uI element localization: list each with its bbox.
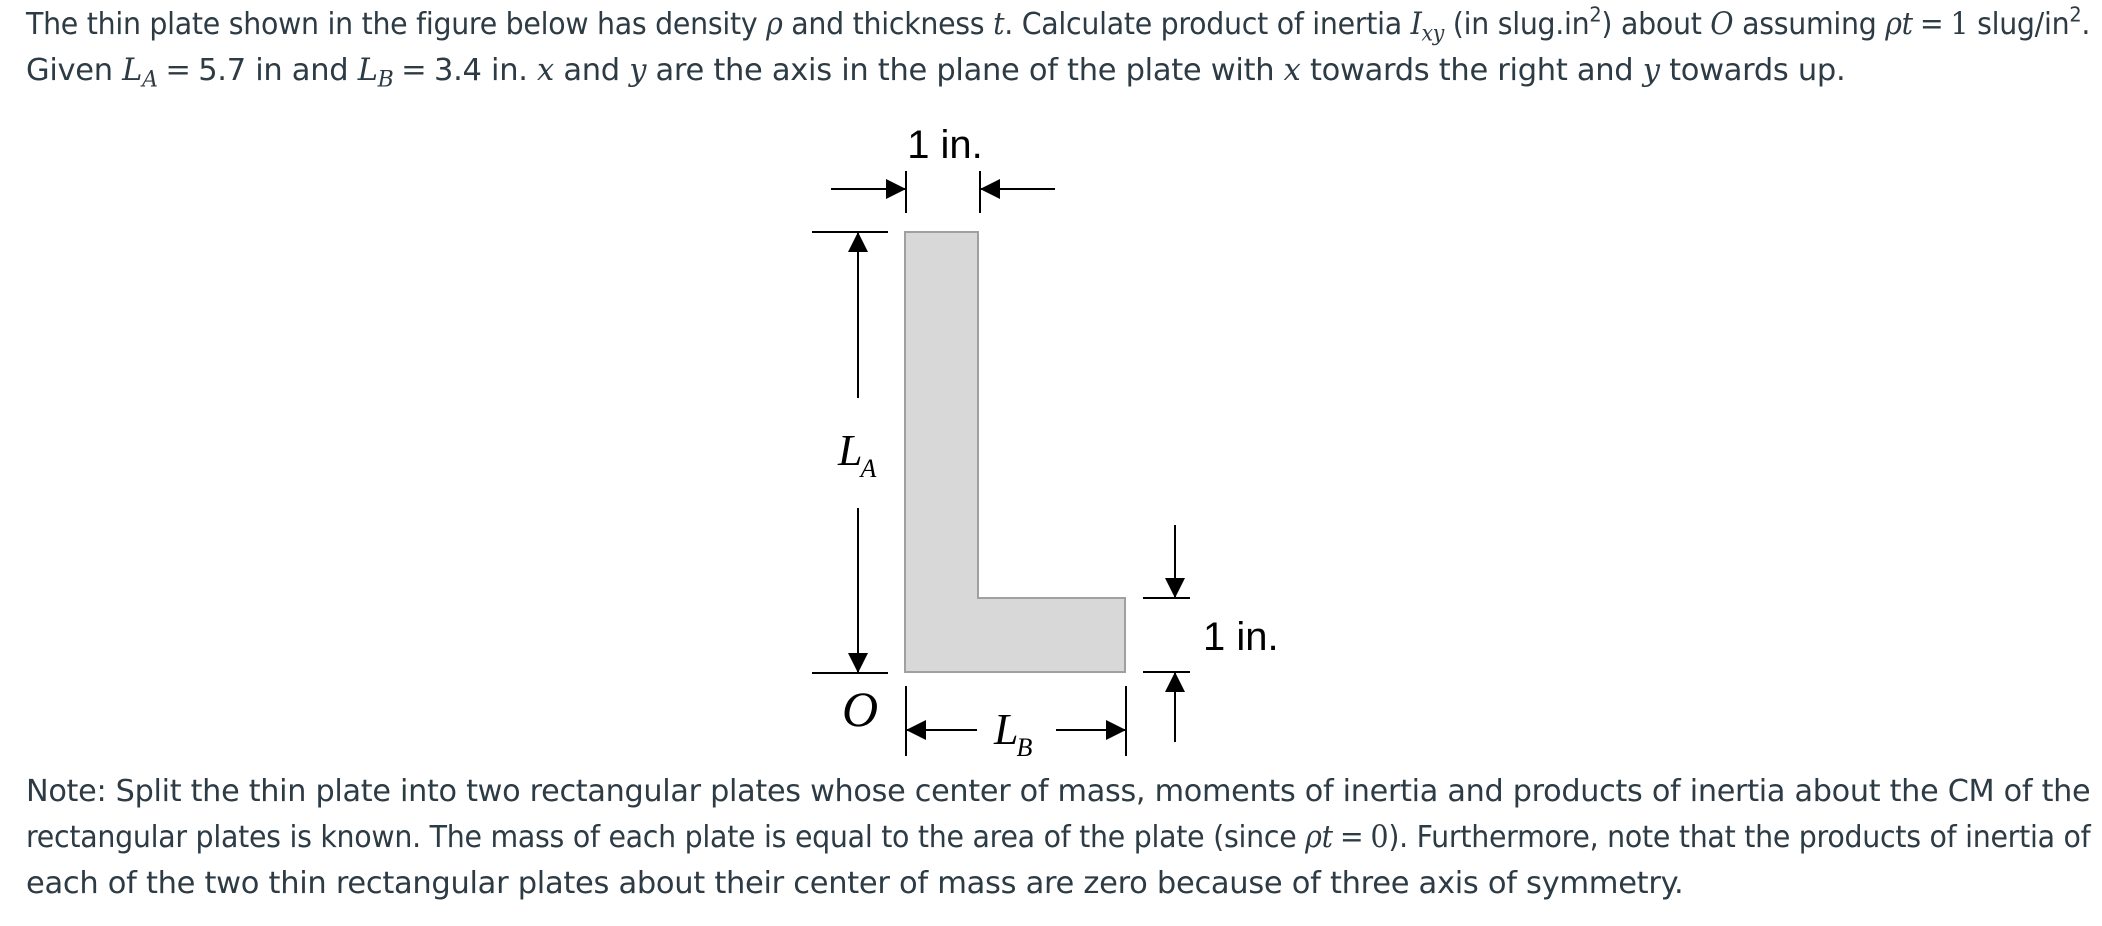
rho-symbol: ρ xyxy=(766,7,783,42)
note-line-2 xyxy=(26,814,2090,861)
equals-sign: = xyxy=(401,53,427,88)
xy-subscript: xy xyxy=(1421,21,1445,47)
l-symbol: L xyxy=(357,53,378,88)
note-text: ). Furthermore, note that the products of inertia of xyxy=(1388,820,2091,855)
note-text: each of the two thin rectangular plates about their center of mass are zero because of three axis of symmetry. xyxy=(26,866,1684,901)
question-text: towards the right and xyxy=(1300,53,1643,88)
side-dimension xyxy=(1143,525,1279,742)
question-text: towards up. xyxy=(1659,53,1846,88)
i-symbol: I xyxy=(1410,7,1422,42)
question-text: slug/in xyxy=(1968,7,2070,42)
rho-t-symbol: ρt xyxy=(1885,7,1913,42)
question-text: (in slug.in xyxy=(1444,7,1590,42)
zero-value: 0 xyxy=(1370,820,1389,855)
question-text: . Calculate product of inertia xyxy=(1004,7,1411,42)
side-dimension-label: 1 in. xyxy=(1203,615,1279,659)
note-line-3 xyxy=(26,860,1683,907)
x-symbol: x xyxy=(537,53,554,88)
lb-subscript: B xyxy=(1016,733,1033,762)
t-symbol: t xyxy=(993,7,1005,42)
y-symbol: y xyxy=(629,53,647,88)
one-value: 1 xyxy=(1950,7,1969,42)
equals-sign: = xyxy=(1339,820,1364,855)
question-text: and xyxy=(553,53,630,88)
o-symbol: O xyxy=(1710,7,1734,42)
la-label xyxy=(837,426,876,483)
lb-label xyxy=(993,705,1032,762)
x-symbol: x xyxy=(1283,53,1301,88)
lb-dimension xyxy=(906,686,1126,762)
question-text: and thickness xyxy=(782,7,994,42)
l-plate xyxy=(905,232,1125,672)
top-dimension-label: 1 in. xyxy=(907,123,983,167)
lb-main: L xyxy=(994,705,1019,754)
a-subscript: A xyxy=(142,67,158,93)
top-dimension xyxy=(831,123,1055,213)
note-text: rectangular plates is known. The mass of each plate is equal to the area of the plate (since xyxy=(26,820,1306,855)
rho-t-symbol: ρt xyxy=(1305,820,1333,855)
b-subscript: B xyxy=(377,67,394,93)
question-text: ) about xyxy=(1601,7,1711,42)
question-text: assuming xyxy=(1733,7,1886,42)
origin-label: O xyxy=(842,681,879,737)
la-main: L xyxy=(838,426,863,475)
question-text: 3.4 in. xyxy=(434,53,538,88)
question-text: . xyxy=(2081,7,2091,42)
la-subscript: A xyxy=(860,454,877,483)
superscript: 2 xyxy=(2069,2,2082,27)
equals-sign: = xyxy=(165,53,191,88)
question-text: Given xyxy=(26,53,123,88)
l-symbol: L xyxy=(122,53,143,88)
y-symbol: y xyxy=(1642,53,1660,88)
la-dimension xyxy=(812,232,888,673)
question-text: 5.7 in and xyxy=(198,53,358,88)
note-line-1 xyxy=(26,768,2090,815)
superscript: 2 xyxy=(1589,2,1602,27)
question-text: are the axis in the plane of the plate with xyxy=(646,53,1284,88)
equals-sign: = xyxy=(1919,7,1944,42)
note-text: Note: Split the thin plate into two rectangular plates whose center of mass, moments of inertia and products of inertia about the CM of the xyxy=(26,774,2091,809)
question-text: The thin plate shown in the figure below has density xyxy=(26,7,767,42)
